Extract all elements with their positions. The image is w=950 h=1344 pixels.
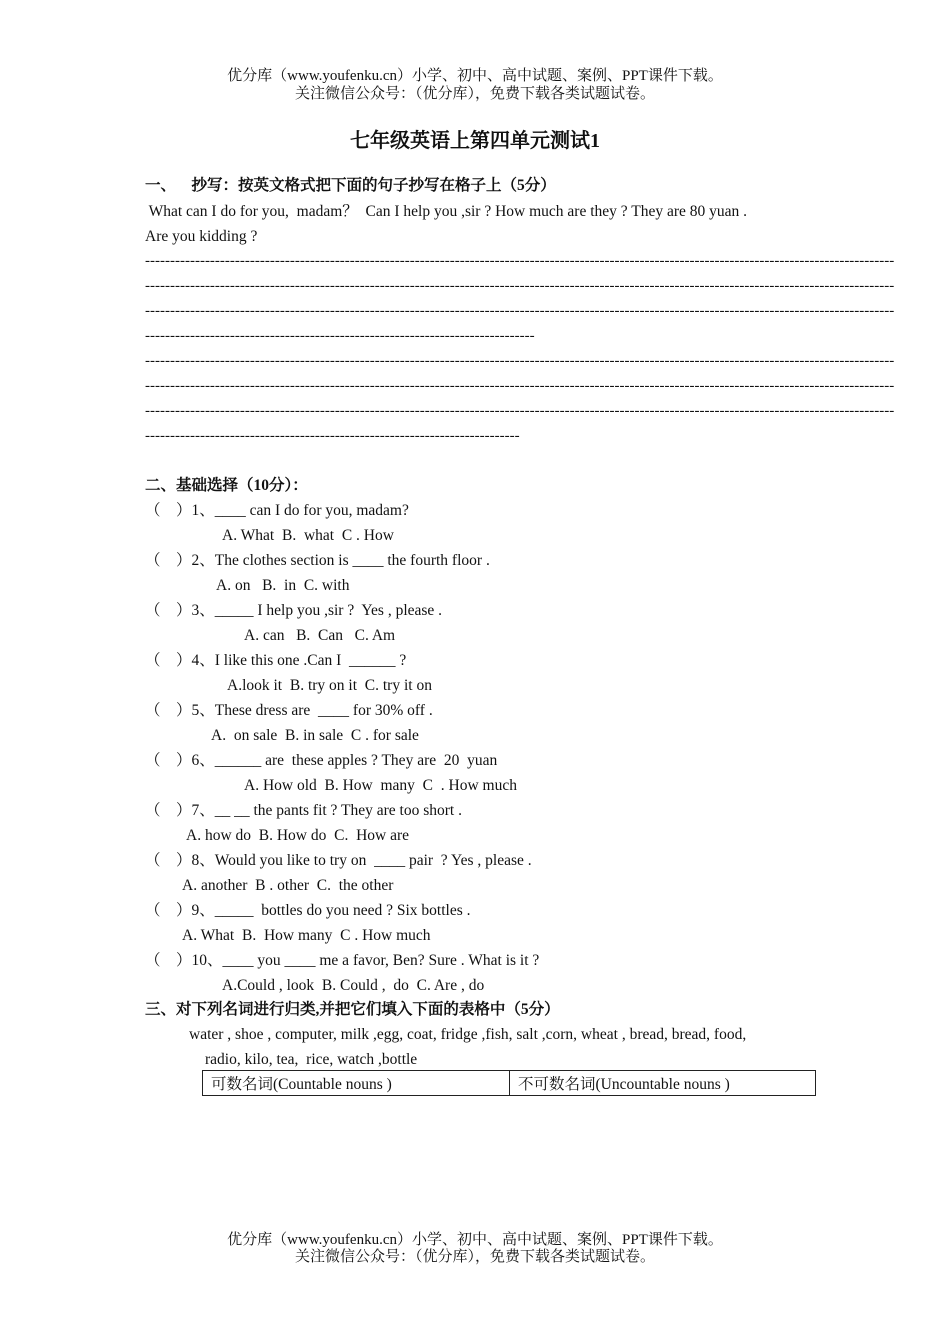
header-line-1: 优分库（www.youfenku.cn）小学、初中、高中试题、案例、PPT课件下载。 xyxy=(227,68,723,84)
question-2-options: A. on B. in C. with xyxy=(216,577,350,594)
question-2: （ ）2、The clothes section is ____ the fourth floor . xyxy=(145,552,490,569)
question-5: （ ）5、These dress are ____ for 30% off . xyxy=(145,702,433,719)
section1-heading: 一、 抄写：按英文格式把下面的句子抄写在格子上（5分） xyxy=(145,177,556,194)
section2-heading: 二、基础选择（10分）： xyxy=(145,477,308,494)
copy-line: ------------------------------------------------------------------------------ xyxy=(145,328,535,344)
question-5-options: A. on sale B. in sale C . for sale xyxy=(211,727,419,744)
copy-line: ------------------------------------------------------------------------------------------------------------------------------------------------------ xyxy=(145,278,895,294)
page-title: 七年级英语上第四单元测试1 xyxy=(350,130,600,152)
section1-sentence-2: Are you kidding ? xyxy=(145,228,258,245)
question-6-options: A. How old B. How many C . How much xyxy=(244,777,517,794)
question-7-options: A. how do B. How do C. How are xyxy=(186,827,410,844)
section3-words-2: radio, kilo, tea, rice, watch ,bottle xyxy=(205,1051,418,1068)
question-1-options: A. What B. what C . How xyxy=(222,527,394,544)
footer-line-1: 优分库（www.youfenku.cn）小学、初中、高中试题、案例、PPT课件下载。 xyxy=(227,1232,723,1248)
question-9-options: A. What B. How many C . How much xyxy=(182,927,431,944)
question-6: （ ）6、______ are these apples ? They are 20 yuan xyxy=(145,752,498,769)
copy-line: ------------------------------------------------------------------------------------------------------------------------------------------------------ xyxy=(145,303,895,319)
copy-line: --------------------------------------------------------------------------- xyxy=(145,428,520,444)
question-9: （ ）9、_____ bottles do you need ? Six bottles . xyxy=(145,902,471,919)
copy-line: ------------------------------------------------------------------------------------------------------------------------------------------------------ xyxy=(145,378,895,394)
footer-line-2: 关注微信公众号：（优分库），免费下载各类试题试卷。 xyxy=(294,1249,655,1265)
question-3-options: A. can B. Can C. Am xyxy=(244,627,396,644)
question-10: （ ）10、____ you ____ me a favor, Ben? Sure . What is it ? xyxy=(145,952,540,969)
copy-line: ------------------------------------------------------------------------------------------------------------------------------------------------------ xyxy=(145,403,895,419)
countable-nouns-header: 可数名词(Countable nouns ) xyxy=(203,1071,510,1096)
question-4: （ ）4、I like this one .Can I ______ ? xyxy=(145,652,407,669)
question-3: （ ）3、_____ I help you ,sir ? Yes , please . xyxy=(145,602,443,619)
copy-line: ------------------------------------------------------------------------------------------------------------------------------------------------------ xyxy=(145,353,895,369)
uncountable-nouns-header: 不可数名词(Uncountable nouns ) xyxy=(510,1071,816,1096)
question-10-options: A.Could , look B. Could , do C. Are , do xyxy=(222,977,485,994)
question-8: （ ）8、Would you like to try on ____ pair ? Yes , please . xyxy=(145,852,532,869)
question-4-options: A.look it B. try on it C. try it on xyxy=(227,677,432,694)
header-line-2: 关注微信公众号：（优分库），免费下载各类试题试卷。 xyxy=(294,86,655,102)
section3-words-1: water , shoe , computer, milk ,egg, coat, fridge ,fish, salt ,corn, wheat , bread, bread, food, xyxy=(189,1026,747,1043)
classification-table xyxy=(202,1070,816,1096)
copy-line: ------------------------------------------------------------------------------------------------------------------------------------------------------ xyxy=(145,253,895,269)
question-8-options: A. another B . other C. the other xyxy=(182,877,394,894)
section3-heading: 三、对下列名词进行归类,并把它们填入下面的表格中（5分） xyxy=(145,1001,560,1018)
section1-sentence-1: What can I do for you, madam？ Can I help you ,sir ? How much are they ? They are 80 yuan . xyxy=(145,203,748,220)
question-7: （ ）7、__ __ the pants fit ? They are too short . xyxy=(145,802,462,819)
question-1: （ ）1、____ can I do for you, madam? xyxy=(145,502,409,519)
